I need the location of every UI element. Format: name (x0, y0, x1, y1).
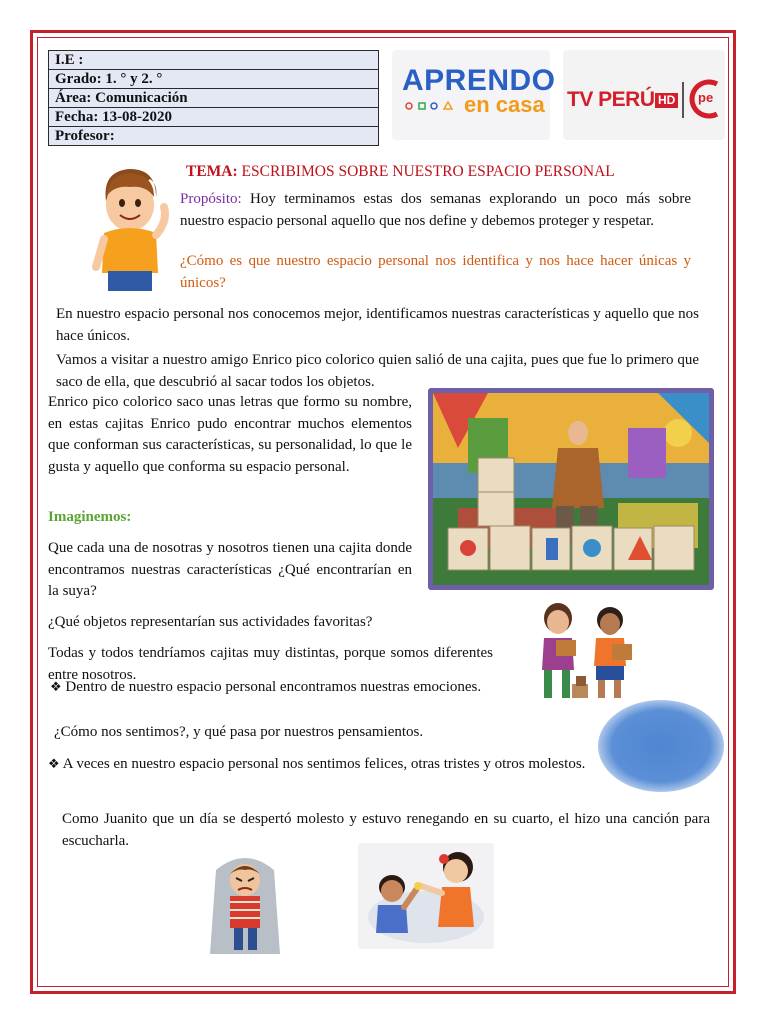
imaginemos-heading: Imaginemos: (48, 509, 132, 525)
kids-playing-illustration (358, 843, 494, 949)
header-info-table (48, 50, 379, 146)
bullet-sentimientos-text: A veces en nuestro espacio personal nos sentimos felices, otras tristes y otros molestos. (62, 756, 586, 772)
fecha-field: Fecha: 13-08-2020 (49, 108, 379, 127)
logo-divider (682, 82, 684, 118)
tema-heading (186, 163, 615, 181)
bullet-glyph: ❖ (48, 756, 60, 771)
ie-field: I.E : (49, 51, 379, 70)
hd-badge: HD (655, 93, 678, 108)
bullet-emociones-text: Dentro de nuestro espacio personal encontramos nuestras emociones. (65, 679, 482, 695)
pe-logo-text: pe (698, 90, 714, 105)
proposito-label: Propósito: (180, 191, 242, 207)
paragraph-objetos: ¿Qué objetos representarían sus actividades favoritas? (48, 614, 373, 630)
paragraph-enrico-visit: Vamos a visitar a nuestro amigo Enrico pico colorico quien salió de una cajita, pues que fue lo primero que saco de ella, que descubrió al sacar todos los objetos. (56, 352, 699, 388)
bullet-sentimientos (48, 753, 588, 776)
en-casa-logo-text: en casa (464, 92, 545, 117)
boy-cartoon-illustration (84, 163, 174, 295)
grado-field: Grado: 1. ° y 2. ° (49, 70, 379, 89)
proposito-text: Hoy terminamos estas dos semanas explorando un poco más sobre nuestro espacio personal aquello que nos define y debemos proteger y respetar. (180, 191, 691, 229)
blue-blob-shape (598, 700, 724, 792)
aprendo-en-casa-logo (392, 50, 556, 140)
paragraph-cajita: Que cada una de nosotras y nosotros tienen una cajita donde encontramos nuestras características ¿Qué encontrarían en la suya? (48, 540, 412, 599)
bullet-glyph: ❖ (50, 679, 62, 694)
profesor-field: Profesor: (49, 127, 379, 146)
tema-label: TEMA: (186, 163, 238, 180)
paragraph-como-nos-sentimos: ¿Cómo nos sentimos?, y qué pasa por nuestros pensamientos. (54, 724, 424, 740)
bullet-emociones (50, 676, 534, 699)
paragraph-cajitas-distintas: Todas y todos tendríamos cajitas muy distintas, porque somos diferentes entre nosotros. (48, 645, 493, 683)
enrico-photo (428, 388, 714, 590)
paragraph-juanito: Como Juanito que un día se despertó molesto y estuvo renegando en su cuarto, el hizo una canción para escucharla. (62, 811, 710, 849)
aprendo-logo-text: APRENDO (402, 64, 556, 97)
tv-peru-logo (563, 50, 725, 140)
paragraph-enrico-letters: Enrico pico colorico saco unas letras que formo su nombre, en estas cajitas Enrico pudo encontrar muchos elementos que conforman sus características, su personalidad, lo que le gusta y aquello que conforma su espacio personal. (48, 394, 412, 475)
shapes-icon (404, 100, 466, 112)
angry-boy-in-blanket-illustration (198, 850, 292, 960)
tema-text: ESCRIBIMOS SOBRE NUESTRO ESPACIO PERSONAL (237, 163, 615, 180)
area-field: Área: Comunicación (49, 89, 379, 108)
proposito-paragraph (180, 189, 691, 232)
paragraph-espacio-personal: En nuestro espacio personal nos conocemos mejor, identificamos nuestras características y aquello que nos hace únicos. (56, 306, 699, 344)
tv-peru-text: TV PERÚ (567, 88, 655, 111)
guiding-question: ¿Cómo es que nuestro espacio personal nos identifica y nos hace hacer únicas y únicos? (180, 253, 691, 291)
kids-with-boxes-illustration (530, 600, 638, 704)
